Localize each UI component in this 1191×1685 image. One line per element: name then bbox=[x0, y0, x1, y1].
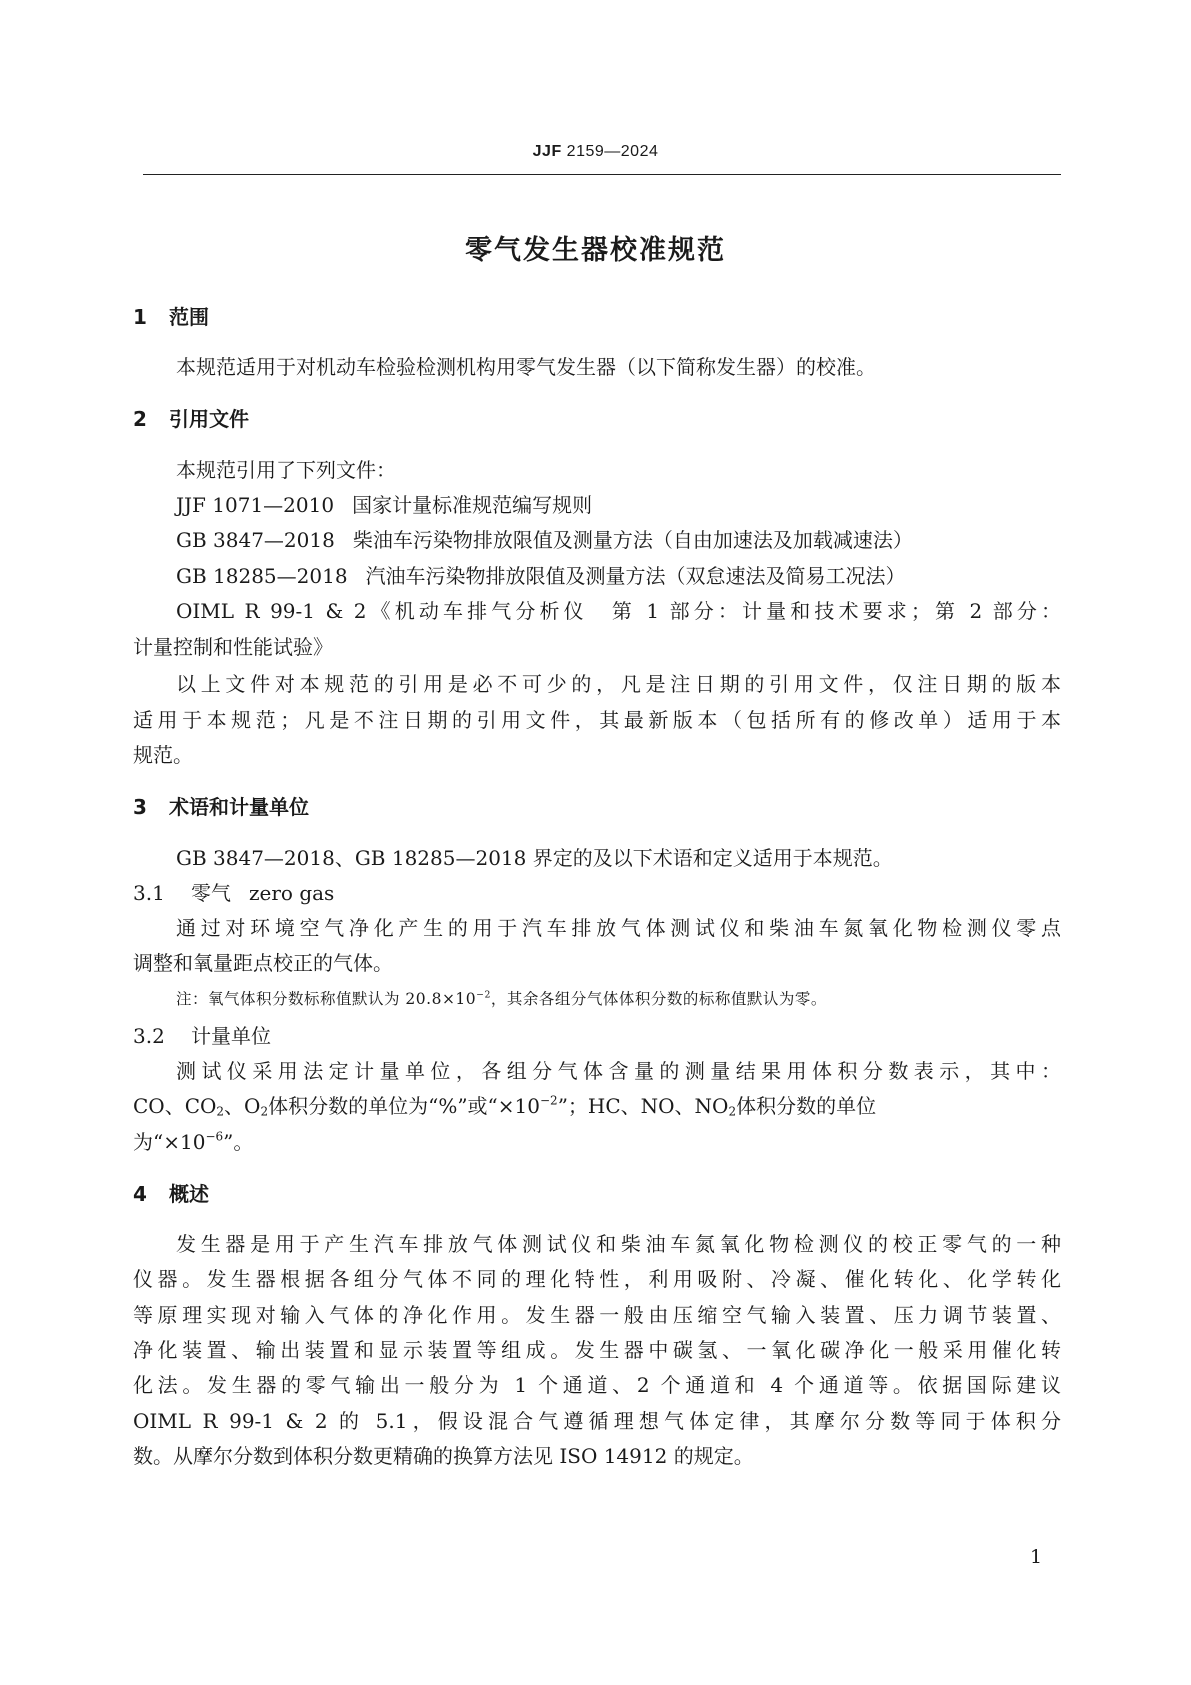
subsection-3-2-heading bbox=[133, 1021, 271, 1051]
section-4-number: 4 bbox=[133, 1182, 147, 1206]
reference-code: GB 18285—2018 bbox=[176, 564, 348, 588]
subsection-3-2-line-3 bbox=[133, 1127, 253, 1157]
reference-item bbox=[176, 525, 913, 555]
subsection-3-1-number: 3.1 bbox=[133, 881, 165, 905]
reference-item bbox=[176, 490, 592, 520]
header-rule bbox=[143, 174, 1061, 175]
reference-title: 汽油车污染物排放限值及测量方法（双怠速法及简易工况法） bbox=[365, 564, 906, 588]
section-1-title: 范围 bbox=[169, 305, 209, 329]
units-text: ”；HC、NO、NO bbox=[557, 1094, 729, 1118]
section-2-paragraph-line: 适用于本规范；凡是不注日期的引用文件，其最新版本（包括所有的修改单）适用于本 bbox=[133, 708, 1061, 732]
subscript: 2 bbox=[728, 1104, 737, 1119]
subsection-3-2-number: 3.2 bbox=[133, 1024, 165, 1048]
reference-item bbox=[176, 561, 906, 591]
section-2-number: 2 bbox=[133, 407, 147, 431]
section-3-title: 术语和计量单位 bbox=[169, 795, 309, 819]
section-4-heading bbox=[133, 1179, 209, 1209]
section-2-title: 引用文件 bbox=[169, 407, 249, 431]
reference-code: GB 3847—2018 bbox=[176, 528, 335, 552]
section-4-paragraph-line: 数。从摩尔分数到体积分数更精确的换算方法见 ISO 14912 的规定。 bbox=[133, 1444, 754, 1468]
section-2-heading bbox=[133, 404, 249, 434]
section-4-paragraph-line: 化法。发生器的零气输出一般分为 1 个通道、2 个通道和 4 个通道等。依据国际建议 bbox=[133, 1373, 1061, 1397]
subscript: 2 bbox=[216, 1104, 225, 1119]
section-1-number: 1 bbox=[133, 305, 147, 329]
subsection-3-1-heading bbox=[133, 878, 334, 908]
section-4-paragraph-line: 仪器。发生器根据各组分气体不同的理化特性，利用吸附、冷凝、催化转化、化学转化 bbox=[133, 1267, 1061, 1291]
section-3-intro: GB 3847—2018、GB 18285—2018 界定的及以下术语和定义适用于本规范。 bbox=[176, 846, 893, 870]
note-text-prefix: 注：氧气体积分数标称值默认为 20.8×10 bbox=[176, 990, 477, 1008]
subsection-3-1-note bbox=[176, 984, 827, 1014]
note-text-suffix: ，其余各组分气体体积分数的标称值默认为零。 bbox=[490, 990, 827, 1008]
reference-oiml-line-2: 计量控制和性能试验》 bbox=[133, 635, 333, 659]
exponent: −6 bbox=[205, 1129, 224, 1144]
subscript: 2 bbox=[260, 1104, 269, 1119]
reference-oiml-line-1: OIML R 99-1 & 2《机动车排气分析仪 第 1 部分：计量和技术要求；第 2 部分： bbox=[176, 599, 1061, 623]
units-text: CO、CO bbox=[133, 1094, 217, 1118]
reference-title: 柴油车污染物排放限值及测量方法（自由加速法及加载减速法） bbox=[352, 528, 913, 552]
units-text: ”。 bbox=[223, 1130, 254, 1154]
section-2-paragraph-line: 以上文件对本规范的引用是必不可少的，凡是注日期的引用文件，仅注日期的版本 bbox=[176, 672, 1061, 696]
units-text: 体积分数的单位为“%”或“×10 bbox=[268, 1094, 540, 1118]
section-4-paragraph-line: 净化装置、输出装置和显示装置等组成。发生器中碳氢、一氧化碳净化一般采用催化转 bbox=[133, 1338, 1061, 1362]
subsection-3-1-line: 通过对环境空气净化产生的用于汽车排放气体测试仪和柴油车氮氧化物检测仪零点 bbox=[176, 916, 1061, 940]
reference-code: JJF 1071—2010 bbox=[176, 493, 335, 517]
subsection-3-1-term: 零气 bbox=[191, 881, 231, 905]
subsection-3-2-line-1: 测试仪采用法定计量单位，各组分气体含量的测量结果用体积分数表示，其中： bbox=[176, 1059, 1061, 1083]
subsection-3-1-term-en: zero gas bbox=[249, 881, 335, 905]
section-3-number: 3 bbox=[133, 795, 147, 819]
units-text: 为“×10 bbox=[133, 1130, 206, 1154]
exponent: −2 bbox=[539, 1093, 558, 1108]
section-1-heading bbox=[133, 302, 209, 332]
units-text: 体积分数的单位 bbox=[736, 1094, 877, 1118]
section-2-paragraph-line: 规范。 bbox=[133, 743, 193, 767]
section-4-paragraph-line: 等原理实现对输入气体的净化作用。发生器一般由压缩空气输入装置、压力调节装置、 bbox=[133, 1303, 1061, 1327]
reference-title: 国家计量标准规范编写规则 bbox=[352, 493, 593, 517]
standard-code-header bbox=[0, 143, 1191, 161]
subsection-3-2-line-2 bbox=[133, 1091, 1061, 1121]
units-line-part bbox=[133, 1091, 876, 1121]
section-4-title: 概述 bbox=[169, 1182, 209, 1206]
standard-code-prefix: JJF bbox=[532, 143, 562, 160]
document-title: 零气发生器校准规范 bbox=[465, 235, 726, 266]
section-4-paragraph-line: 发生器是用于产生汽车排放气体测试仪和柴油车氮氧化物检测仪的校正零气的一种 bbox=[176, 1232, 1061, 1256]
subsection-3-2-term: 计量单位 bbox=[191, 1024, 271, 1048]
page-number: 1 bbox=[1030, 1546, 1043, 1568]
section-1-paragraph: 本规范适用于对机动车检验检测机构用零气发生器（以下简称发生器）的校准。 bbox=[176, 355, 876, 379]
section-3-heading bbox=[133, 792, 309, 822]
note-exponent: −2 bbox=[476, 989, 491, 1001]
section-2-intro: 本规范引用了下列文件： bbox=[176, 458, 396, 482]
subsection-3-1-line: 调整和氧量距点校正的气体。 bbox=[133, 951, 393, 975]
section-4-paragraph-line: OIML R 99-1 & 2 的 5.1，假设混合气遵循理想气体定律，其摩尔分数等同于体积分 bbox=[133, 1409, 1061, 1433]
standard-code-number: 2159—2024 bbox=[566, 143, 659, 160]
units-text: 、O bbox=[224, 1094, 261, 1118]
